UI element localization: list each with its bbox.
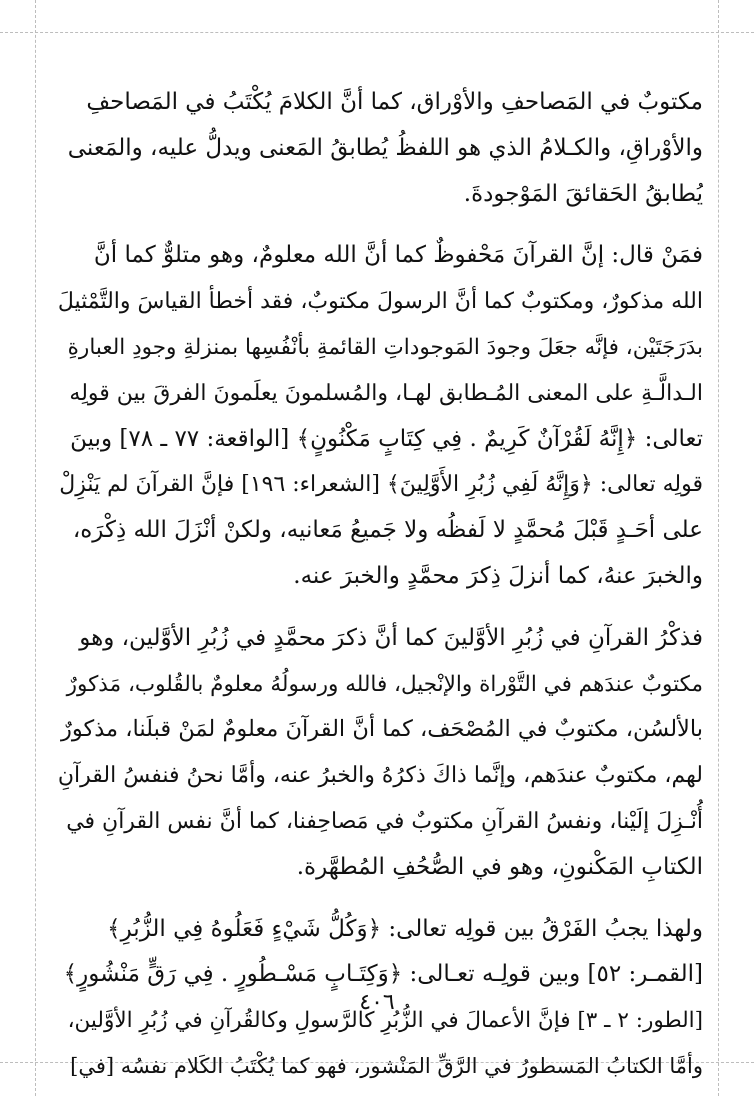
paragraph-1 xyxy=(58,80,703,217)
text-line: [القمـر: ٥٢] وبين قولِـه تعـالى: ﴿وَكِتَـابٍ مَسْـطُورٍ . فِي رَقٍّ مَنْشُورٍ﴾ xyxy=(63,961,703,988)
margin-guide-top xyxy=(0,32,754,33)
text-line: [الطور: ٢ ـ ٣] فإنَّ الأعمالَ في الزُّبُرِ كالرَّسولِ وكالقُرآنِ في زُبُرِ الأوَّلين، xyxy=(67,1008,703,1034)
text-line: بدَرَجَتَيْن، فإنَّه جعَلَ وجودَ المَوجوداتِ القائمةِ بأنْفُسِها بمنزلةِ وجودِ العبارةِ xyxy=(67,334,703,360)
paragraph-3 xyxy=(58,616,703,891)
text-line: قولِه تعالى: ﴿وَإِنَّهُ لَفِي زُبُرِ الأَوَّلِينَ﴾ [الشعراء: ١٩٦] فإنَّ القرآنَ لم يَنْزِلْ xyxy=(59,472,703,498)
page-number: ٤٠٦ xyxy=(359,990,395,1015)
text-line: فمَنْ قال: إنَّ القرآنَ مَحْفوظٌ كما أنَّ الله معلومٌ، وهو متلوٌّ كما أنَّ xyxy=(93,242,703,269)
margin-guide-right xyxy=(718,0,719,1096)
text-line: فذكْرُ القرآنِ في زُبُرِ الأوَّلينَ كما أنَّ ذكرَ محمَّدٍ في زُبُرِ الأوَّلين، وهو xyxy=(79,624,703,651)
text-line: والخبرَ عنهُ، كما أنزلَ ذِكرَ محمَّدٍ والخبرَ عنه. xyxy=(293,562,703,589)
text-line: الكتابِ المَكْنونِ، وهو في الصُّحُفِ المُطهَّرة. xyxy=(296,853,703,880)
text-line: الله مذكورٌ، ومكتوبٌ كما أنَّ الرسولَ مكتوبٌ، فقد أخطأ القياسَ والتَّمْثيلَ xyxy=(58,289,703,315)
margin-guide-left xyxy=(35,0,36,1096)
text-line: أُنْـزِلَ إلَيْنا، ونفسُ القرآنِ مكتوبٌ في مَصاحِفنا، كما أنَّ نفس القرآنِ في xyxy=(66,808,703,834)
text-line: تعالى: ﴿إِنَّهُ لَقُرْآنٌ كَرِيمٌ . فِي كِتَابٍ مَكْنُونٍ﴾ [الواقعة: ٧٧ ـ ٧٨] وبينَ xyxy=(70,425,703,452)
text-line: بالألسُن، مكتوبٌ في المُصْحَف، كما أنَّ القرآنَ معلومٌ لمَنْ قبلَنا، مذكورٌ xyxy=(61,716,703,743)
text-line: والأوْراقِ، والكـلامُ الذي هو اللفظُ يُطابقُ المَعنى ويدلُّ عليه، والمَعنى xyxy=(67,134,703,161)
text-line: على أحَـدٍ قَبْلَ مُحمَّدٍ لا لَفظُه ولا جَميعُ مَعانيه، ولكنْ أنْزَلَ الله ذِكْرَه، xyxy=(72,517,703,544)
text-line: يُطابقُ الحَقائقَ المَوْجودةَ. xyxy=(463,180,703,207)
text-line: وأمَّا الكتابُ المَسطورُ في الرَّقِّ المَنْشور، فهو كما يُكْتَبُ الكَلام نفسُه [في] xyxy=(70,1053,703,1078)
text-line: مكتوبٌ في المَصاحفِ والأوْراق، كما أنَّ الكلامَ يُكْتَبُ في المَصاحفِ xyxy=(86,89,703,115)
text-line: ولهذا يجبُ الفَرْقُ بين قولِه تعالى: ﴿وَكُلُّ شَيْءٍ فَعَلُوهُ فِي الزُّبُرِ﴾ xyxy=(107,915,703,942)
paragraph-2 xyxy=(58,233,703,599)
text-line: الـدالَّـةِ على المعنى المُـطابق لهـا، والمُسلمونَ يعلَمونَ الفرقَ بين قولِه xyxy=(69,380,703,406)
text-line: مكتوبٌ عندَهم في التَّوْراة والإنْجيل، فالله ورسولُهُ معلومٌ بالقُلوب، مَذكورٌ xyxy=(66,671,703,697)
page-body xyxy=(58,80,703,1090)
text-line: لهم، مكتوبٌ عندَهم، وإنَّما ذاكَ ذكرُهُ والخبرُ عنه، وأمَّا نحنُ فنفسُ القرآنِ xyxy=(58,763,703,789)
